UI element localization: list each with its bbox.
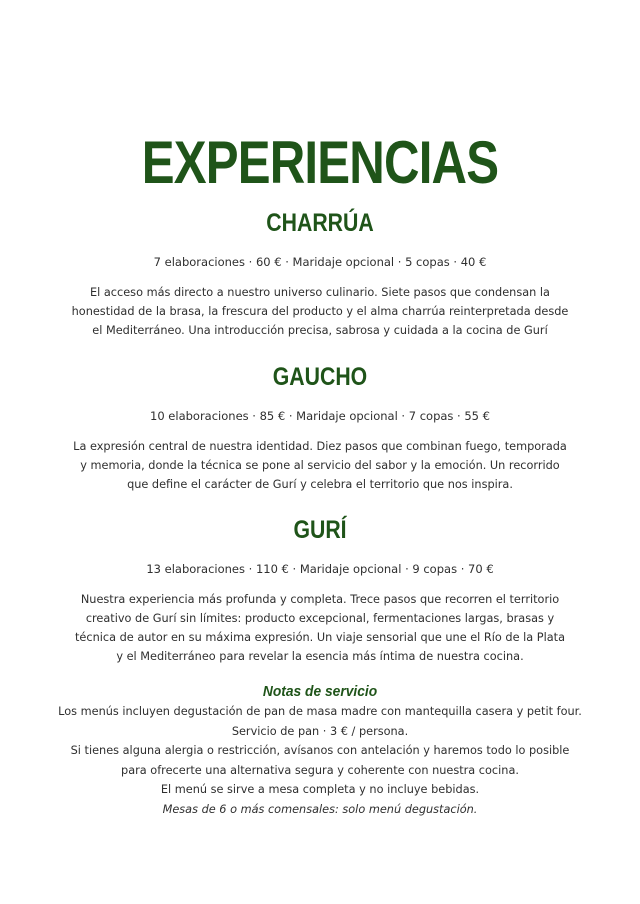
experience-description: El acceso más directo a nuestro universo culinario. Siete pasos que condensan la honestidad de la brasa, la frescura del producto y el alma charrúa reinterpretada desde el Mediterráneo. Una introducción precisa, sabrosa y cuidada a la cocina de Gurí	[71, 286, 569, 337]
service-note-line: para ofrecerte una alternativa segura y coherente con nuestra cocina.	[121, 763, 519, 777]
page-title: EXPERIENCIAS	[141, 129, 499, 197]
service-notes	[30, 682, 610, 819]
experience-meta: 13 elaboraciones · 110 € · Maridaje opcional · 9 copas · 70 €	[146, 562, 494, 576]
experience-guri	[70, 515, 570, 666]
service-note-line: Los menús incluyen degustación de pan de masa madre con mantequilla casera y petit four.	[58, 705, 582, 718]
experience-meta: 10 elaboraciones · 85 € · Maridaje opcional · 7 copas · 55 €	[150, 409, 490, 423]
service-note-line: Si tienes alguna alergia o restricción, avísanos con antelación y haremos todo lo posible	[70, 744, 570, 757]
service-note-line: Servicio de pan · 3 € / persona.	[231, 724, 409, 738]
experience-meta: 7 elaboraciones · 60 € · Maridaje opcional · 5 copas · 40 €	[153, 255, 487, 269]
experience-description: Nuestra experiencia más profunda y completa. Trece pasos que recorren el territorio creativo de Gurí sin límites: producto excepcional, fermentaciones largas, brasas y técnica de autor en su máxima expresión. Un viaje sensorial que une el Río de la Plata y el Mediterráneo para revelar la esencia más íntima de nuestra cocina.	[75, 593, 565, 663]
experience-description: La expresión central de nuestra identidad. Diez pasos que combinan fuego, temporada y memoria, donde la técnica se pone al servicio del sabor y la emoción. Un recorrido que define el carácter de Gurí y celebra el territorio que nos inspira.	[73, 440, 567, 491]
experience-charrua	[70, 208, 570, 340]
service-note-line: El menú se sirve a mesa completa y no incluye bebidas.	[160, 783, 480, 796]
experience-title: GAUCHO	[272, 363, 368, 391]
experience-title: GURÍ	[293, 516, 347, 544]
service-notes-title: Notas de servicio	[262, 683, 378, 700]
service-note-line: Mesas de 6 o más comensales: solo menú degustación.	[162, 802, 478, 816]
experience-gaucho	[70, 362, 570, 494]
experience-title: CHARRÚA	[266, 209, 374, 237]
